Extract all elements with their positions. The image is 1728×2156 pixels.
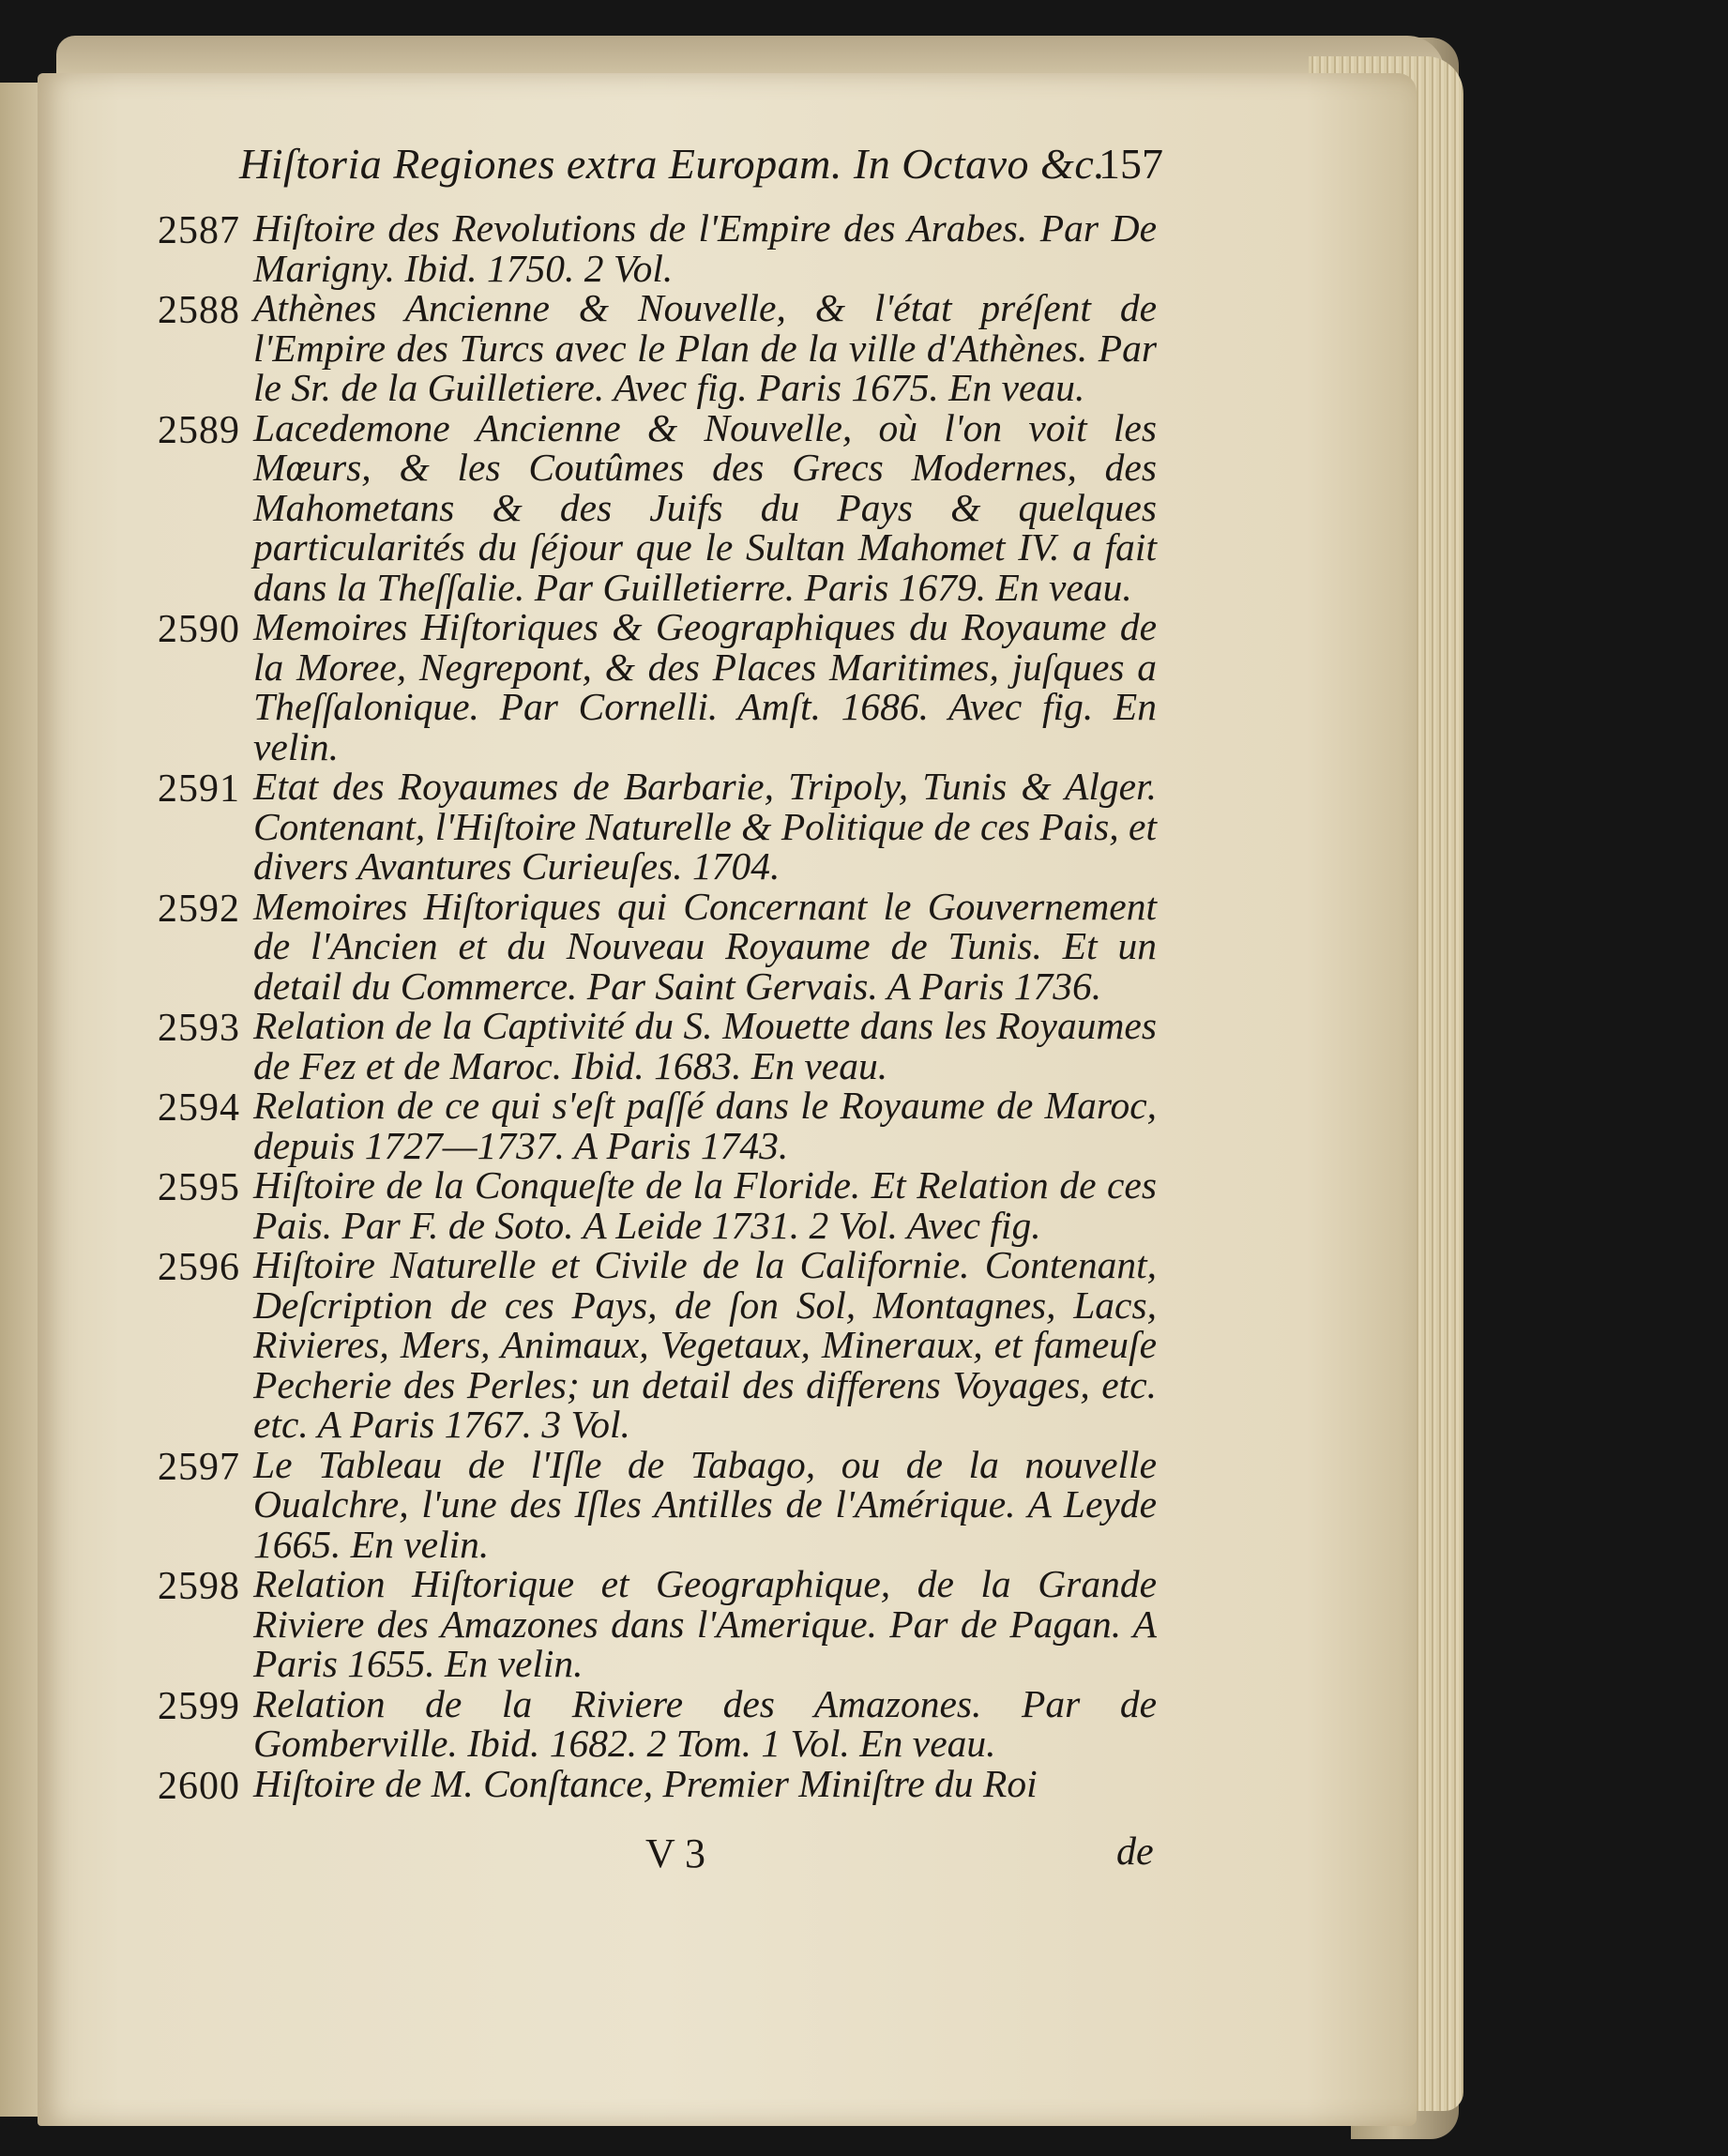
entry-text: Hiſtoire de M. Conſtance, Premier Miniſtre du Roi (253, 1761, 1038, 1805)
entry-text: Le Tableau de l'Iſle de Tabago, ou de la nouvelle Oualchre, l'une des Iſles Antilles de l'Amérique. A Leyde 1665. En velin. (253, 1442, 1157, 1566)
entry-text: Relation de la Captivité du S. Mouette dans les Royaumes de Fez et de Maroc. Ibid. 1683. En veau. (253, 1004, 1157, 1087)
catalogue-entries (158, 206, 1157, 1808)
entry-number: 2597 (158, 1445, 240, 1489)
catalogue-entry (158, 1681, 1157, 1765)
page-number: 157 (1099, 140, 1163, 188)
entry-number: 2599 (158, 1684, 240, 1728)
entry-number: 2598 (158, 1565, 240, 1608)
catalogue-entry (158, 1245, 1157, 1445)
entry-number: 2592 (158, 887, 240, 931)
catalogue-entry (158, 1564, 1157, 1684)
catalogue-entry (158, 288, 1157, 408)
catalogue-entry (158, 767, 1157, 887)
entry-text: Relation de ce qui s'eſt paſſé dans le Royaume de Maroc, depuis 1727—1737. A Paris 1743. (253, 1084, 1157, 1167)
entry-number: 2591 (158, 767, 240, 811)
entry-text: Relation de la Riviere des Amazones. Par de Gomberville. Ibid. 1682. 2 Tom. 1 Vol. En veau. (253, 1681, 1157, 1765)
entry-text: Hiſtoire de la Conqueſte de la Floride. Et Relation de ces Pais. Par F. de Soto. A Leide 1731. 2 Vol. Avec fig. (253, 1163, 1157, 1247)
entry-number: 2594 (158, 1086, 240, 1130)
book-top-edge (56, 36, 1445, 77)
signature-mark: V 3 (645, 1830, 705, 1876)
entry-number: 2600 (158, 1764, 240, 1808)
catalogue-entry (158, 1086, 1157, 1165)
catalogue-entry (158, 1165, 1157, 1245)
catalogue-entry (158, 208, 1157, 288)
entry-text: Memoires Hiſtoriques qui Concernant le Gouvernement de l'Ancien et du Nouveau Royaume de Tunis. Et un detail du Commerce. Par Saint Gervais. A Paris 1736. (253, 884, 1157, 1008)
entry-number: 2593 (158, 1007, 240, 1050)
entry-text: Hiſtoire des Revolutions de l'Empire des Arabes. Par De Marigny. Ibid. 1750. 2 Vol. (253, 206, 1157, 290)
entry-number: 2590 (158, 608, 240, 651)
entry-text: Relation Hiſtorique et Geographique, de la Grande Riviere des Amazones dans l'Amerique. Par de Pagan. A Paris 1655. En velin. (253, 1562, 1157, 1685)
entry-number: 2596 (158, 1246, 240, 1289)
catalogue-entry (158, 1761, 1157, 1808)
entry-number: 2587 (158, 209, 240, 252)
entry-text: Athènes Ancienne & Nouvelle, & l'état préſent de l'Empire des Turcs avec le Plan de la ville d'Athènes. Par le Sr. de la Guilletiere. Avec fig. Paris 1675. En veau. (253, 286, 1157, 409)
catalogue-entry (158, 884, 1157, 1008)
running-head (239, 139, 1163, 197)
catalogue-entry (158, 1006, 1157, 1086)
entry-text: Lacedemone Ancienne & Nouvelle, où l'on voit les Mœurs, & les Coutûmes des Grecs Modernes, des Mahometans & des Juifs du Pays & quelques particularités du ſéjour que le Sultan Mahomet IV. a fait dans la Theſſalie. Par Guilletierre. Paris 1679. En veau. (253, 405, 1157, 609)
catalogue-entry (158, 405, 1157, 609)
catalogue-entry (158, 607, 1157, 767)
catalogue-entry (158, 1442, 1157, 1566)
entry-number: 2588 (158, 289, 240, 332)
entry-number: 2589 (158, 408, 240, 452)
entry-text: Hiſtoire Naturelle et Civile de la Californie. Contenant, Deſcription de ces Pays, de ſon Sol, Montagnes, Lacs, Rivieres, Mers, Animaux, Vegetaux, Mineraux, et fameuſe Pecherie des Perles; un detail des differens Voyages, etc. etc. A Paris 1767. 3 Vol. (253, 1243, 1157, 1446)
running-head-title: Hiſtoria Regiones extra Europam. In Octavo &c. (239, 140, 1106, 188)
catchword: de (1116, 1830, 1154, 1874)
entry-number: 2595 (158, 1166, 240, 1209)
entry-text: Memoires Hiſtoriques & Geographiques du Royaume de la Moree, Negrepont, & des Places Maritimes, juſques a Theſſalonique. Par Cornelli. Amſt. 1686. Avec fig. En velin. (253, 605, 1157, 768)
entry-text: Etat des Royaumes de Barbarie, Tripoly, Tunis & Alger. Contenant, l'Hiſtoire Naturelle & Politique de ces Pais, et divers Avantures Curieuſes. 1704. (253, 765, 1157, 888)
